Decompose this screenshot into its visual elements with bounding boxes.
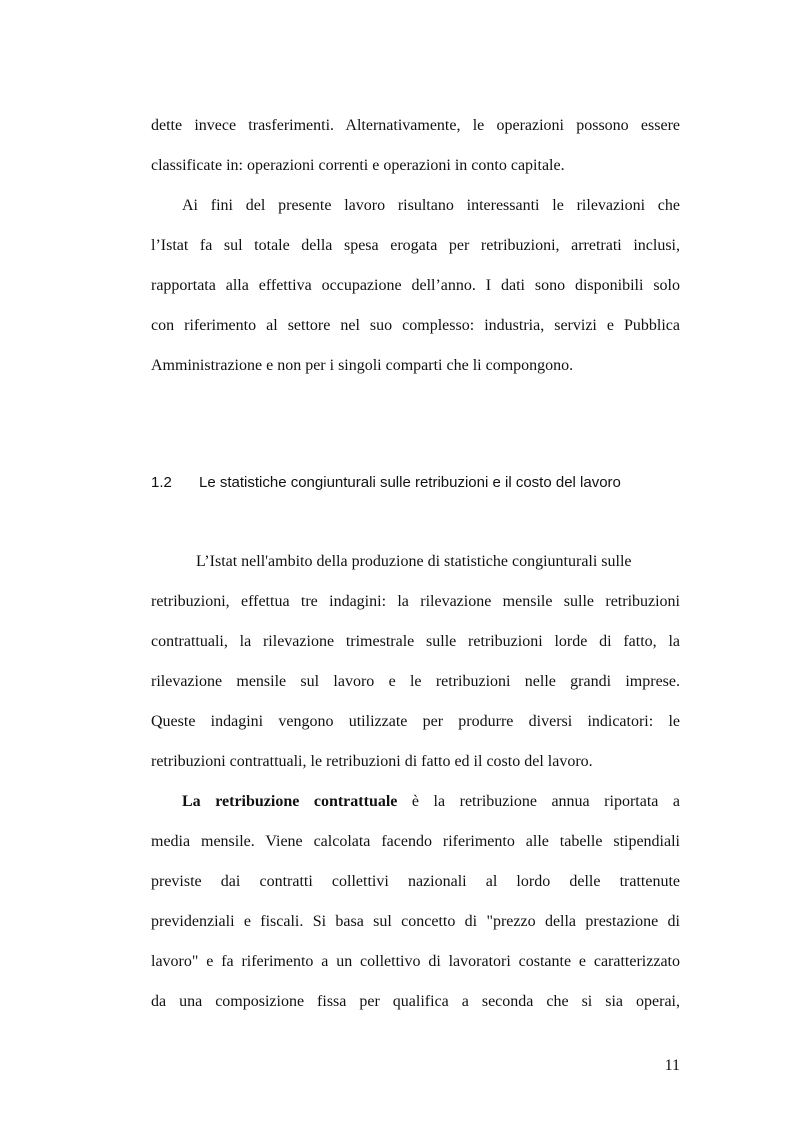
spacer (151, 503, 680, 542)
paragraph-3-line-4: rilevazione mensile sul lavoro e le retribuzioni nelle grandi imprese. (151, 673, 680, 690)
section-title: Le statistiche congiunturali sulle retribuzioni e il costo del lavoro (199, 474, 621, 491)
paragraph-3-line-5: Queste indagini vengono utilizzate per produrre diversi indicatori: le (151, 713, 680, 730)
paragraph-2-line-2: l’Istat fa sul totale della spesa erogata per retribuzioni, arretrati inclusi, (151, 237, 680, 254)
bold-term: La retribuzione contrattuale (182, 793, 398, 810)
paragraph-4-line-5: lavoro" e fa riferimento a un collettivo di lavoratori costante e caratterizzato (151, 953, 680, 970)
paragraph-2-line-1: Ai fini del presente lavoro risultano interessanti le rilevazioni che (182, 197, 680, 214)
section-number: 1.2 (151, 474, 172, 491)
paragraph-4-line-6: da una composizione fissa per qualifica a seconda che si sia operai, (151, 993, 680, 1010)
document-page (151, 106, 680, 1022)
paragraph-4-line-2: media mensile. Viene calcolata facendo riferimento alle tabelle stipendiali (151, 833, 680, 850)
paragraph-2-line-3: rapportata alla effettiva occupazione dell’anno. I dati sono disponibili solo (151, 277, 680, 294)
paragraph-4-line-3: previste dai contratti collettivi nazionali al lordo delle trattenute (151, 873, 680, 890)
paragraph-4-line-1 (151, 782, 680, 822)
spacer (151, 386, 680, 426)
page-number: 11 (664, 1057, 680, 1074)
paragraph-3-line-1: L’Istat nell'ambito della produzione di statistiche congiunturali sulle (196, 553, 632, 570)
paragraph-1-line-1: dette invece trasferimenti. Alternativamente, le operazioni possono essere (151, 117, 680, 134)
paragraph-3-line-3: contrattuali, la rilevazione trimestrale sulle retribuzioni lorde di fatto, la (151, 633, 680, 650)
paragraph-4-line-1-rest: è la retribuzione annua riportata a (411, 793, 680, 810)
paragraph-1-line-2: classificate in: operazioni correnti e operazioni in conto capitale. (151, 157, 565, 174)
paragraph-3-line-6: retribuzioni contrattuali, le retribuzioni di fatto ed il costo del lavoro. (151, 753, 593, 770)
section-heading (151, 463, 680, 503)
paragraph-2-line-4: con riferimento al settore nel suo complesso: industria, servizi e Pubblica (151, 317, 680, 334)
paragraph-3-line-2: retribuzioni, effettua tre indagini: la rilevazione mensile sulle retribuzioni (151, 593, 680, 610)
paragraph-2-line-5: Amministrazione e non per i singoli comparti che li compongono. (151, 357, 574, 374)
paragraph-4-line-4: previdenziali e fiscali. Si basa sul concetto di "prezzo della prestazione di (151, 913, 680, 930)
